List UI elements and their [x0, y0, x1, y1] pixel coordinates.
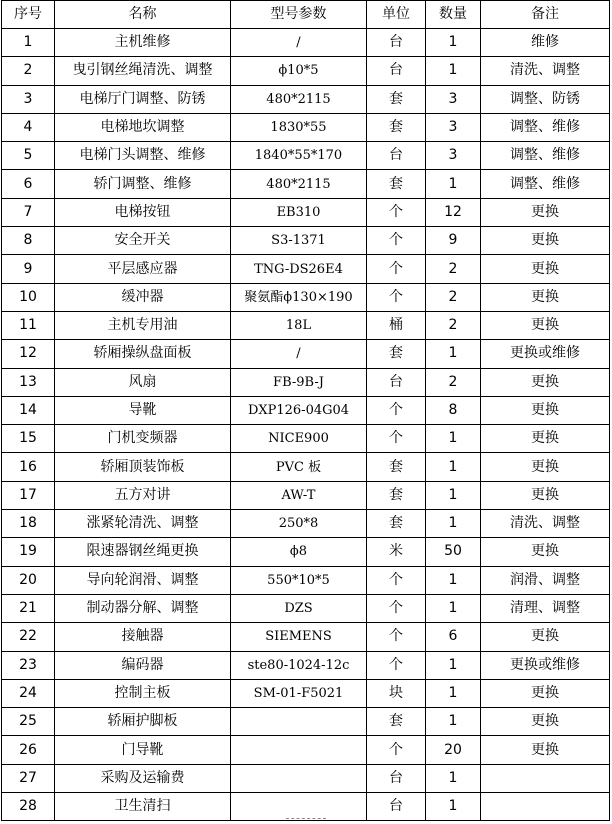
cell-qty: 2: [426, 255, 481, 283]
table-row: [2, 368, 610, 396]
cell-seq: 3: [2, 85, 55, 113]
cell-unit: 台: [367, 368, 426, 396]
table-row: [2, 29, 610, 57]
cell-model: AW-T: [231, 481, 367, 509]
table-row: [2, 283, 610, 311]
cell-qty: 8: [426, 396, 481, 424]
cell-unit: 台: [367, 57, 426, 85]
cell-model: SM-01-F5021: [231, 679, 367, 707]
cell-name: 电梯地坎调整: [55, 113, 231, 141]
cell-name: 门导靴: [55, 736, 231, 764]
header-note: 备注: [481, 1, 610, 29]
cell-note: 清洗、调整: [481, 57, 610, 85]
cell-model: /: [231, 29, 367, 57]
cell-qty: 1: [426, 340, 481, 368]
cell-model: [231, 708, 367, 736]
cell-model: SIEMENS: [231, 623, 367, 651]
cell-seq: 11: [2, 311, 55, 339]
cell-name: 涨紧轮清洗、调整: [55, 510, 231, 538]
cell-model: [231, 793, 367, 821]
header-seq: 序号: [2, 1, 55, 29]
cell-note: 更换: [481, 708, 610, 736]
table-row: [2, 142, 610, 170]
cell-seq: 9: [2, 255, 55, 283]
cell-qty: 1: [426, 708, 481, 736]
cell-name: 导向轮润滑、调整: [55, 566, 231, 594]
cell-name: 主机维修: [55, 29, 231, 57]
cell-qty: 12: [426, 198, 481, 226]
cell-seq: 16: [2, 453, 55, 481]
table-row: [2, 566, 610, 594]
cell-seq: 8: [2, 227, 55, 255]
cell-seq: 10: [2, 283, 55, 311]
cell-seq: 18: [2, 510, 55, 538]
table-row: [2, 340, 610, 368]
cell-note: 更换或维修: [481, 651, 610, 679]
cell-model: 250*8: [231, 510, 367, 538]
cell-name: 轿门调整、维修: [55, 170, 231, 198]
cell-model: 1840*55*170: [231, 142, 367, 170]
cell-seq: 15: [2, 425, 55, 453]
cell-unit: 套: [367, 708, 426, 736]
cell-seq: 5: [2, 142, 55, 170]
cell-note: 更换: [481, 227, 610, 255]
cell-seq: 4: [2, 113, 55, 141]
cell-name: 轿厢操纵盘面板: [55, 340, 231, 368]
cell-model: NICE900: [231, 425, 367, 453]
cell-note: 更换: [481, 283, 610, 311]
cell-qty: 1: [426, 481, 481, 509]
cell-note: 维修: [481, 29, 610, 57]
cell-unit: 套: [367, 85, 426, 113]
cell-name: 风扇: [55, 368, 231, 396]
cell-note: 更换: [481, 736, 610, 764]
cell-model: [231, 736, 367, 764]
table-row: [2, 85, 610, 113]
cell-qty: 1: [426, 594, 481, 622]
table-row: [2, 425, 610, 453]
cell-unit: 套: [367, 453, 426, 481]
cell-model: TNG-DS26E4: [231, 255, 367, 283]
cell-qty: 1: [426, 510, 481, 538]
cell-model: ϕ8: [231, 538, 367, 566]
cell-seq: 26: [2, 736, 55, 764]
table-row: [2, 396, 610, 424]
cell-note: 更换或维修: [481, 340, 610, 368]
cell-name: 主机专用油: [55, 311, 231, 339]
cell-seq: 27: [2, 764, 55, 792]
table-row: [2, 453, 610, 481]
cell-model: EB310: [231, 198, 367, 226]
table-row: [2, 651, 610, 679]
header-name: 名称: [55, 1, 231, 29]
cell-unit: 米: [367, 538, 426, 566]
header-unit: 单位: [367, 1, 426, 29]
table-header: [2, 1, 610, 29]
cell-note: [481, 764, 610, 792]
table-row: [2, 679, 610, 707]
cell-qty: 1: [426, 566, 481, 594]
cell-qty: 1: [426, 29, 481, 57]
cell-unit: 套: [367, 510, 426, 538]
cell-note: 清洗、调整: [481, 510, 610, 538]
cell-unit: 个: [367, 594, 426, 622]
table-row: [2, 764, 610, 792]
cell-model: 550*10*5: [231, 566, 367, 594]
cell-unit: 台: [367, 142, 426, 170]
cell-model: S3-1371: [231, 227, 367, 255]
cell-qty: 6: [426, 623, 481, 651]
cell-model: DXP126-04G04: [231, 396, 367, 424]
cell-seq: 28: [2, 793, 55, 821]
cell-qty: 50: [426, 538, 481, 566]
cell-note: 调整、维修: [481, 170, 610, 198]
cell-unit: 台: [367, 764, 426, 792]
cell-seq: 13: [2, 368, 55, 396]
cell-model: 聚氨酯ϕ130×190: [231, 283, 367, 311]
cell-unit: 套: [367, 481, 426, 509]
cell-seq: 21: [2, 594, 55, 622]
cell-qty: 1: [426, 57, 481, 85]
cell-unit: 套: [367, 340, 426, 368]
cell-name: 采购及运输费: [55, 764, 231, 792]
cell-note: 更换: [481, 396, 610, 424]
cell-model: FB-9B-J: [231, 368, 367, 396]
cell-name: 电梯门头调整、维修: [55, 142, 231, 170]
cell-name: 接触器: [55, 623, 231, 651]
cell-qty: 1: [426, 651, 481, 679]
cell-seq: 23: [2, 651, 55, 679]
cell-unit: 个: [367, 198, 426, 226]
cell-qty: 2: [426, 368, 481, 396]
cell-note: 调整、防锈: [481, 85, 610, 113]
cell-name: 制动器分解、调整: [55, 594, 231, 622]
cell-unit: 个: [367, 566, 426, 594]
cell-unit: 个: [367, 255, 426, 283]
cell-unit: 台: [367, 29, 426, 57]
cell-qty: 1: [426, 679, 481, 707]
cell-note: 更换: [481, 368, 610, 396]
cell-model: DZS: [231, 594, 367, 622]
page-footer-mark: [286, 818, 326, 821]
cell-model: ste80-1024-12c: [231, 651, 367, 679]
cell-qty: 3: [426, 142, 481, 170]
cell-name: 电梯按钮: [55, 198, 231, 226]
cell-unit: 块: [367, 679, 426, 707]
cell-note: 更换: [481, 198, 610, 226]
cell-note: 调整、维修: [481, 142, 610, 170]
cell-model: 480*2115: [231, 170, 367, 198]
table-row: [2, 227, 610, 255]
table-row: [2, 623, 610, 651]
cell-unit: 个: [367, 623, 426, 651]
cell-model: PVC 板: [231, 453, 367, 481]
cell-unit: 桶: [367, 311, 426, 339]
cell-unit: 个: [367, 651, 426, 679]
cell-name: 缓冲器: [55, 283, 231, 311]
cell-qty: 2: [426, 311, 481, 339]
cell-model: 480*2115: [231, 85, 367, 113]
cell-name: 平层感应器: [55, 255, 231, 283]
cell-name: 轿厢护脚板: [55, 708, 231, 736]
cell-note: 更换: [481, 255, 610, 283]
table-row: [2, 481, 610, 509]
cell-note: 调整、维修: [481, 113, 610, 141]
cell-unit: 个: [367, 425, 426, 453]
cell-name: 轿厢顶装饰板: [55, 453, 231, 481]
cell-unit: 个: [367, 227, 426, 255]
cell-unit: 套: [367, 170, 426, 198]
cell-qty: 3: [426, 113, 481, 141]
cell-qty: 1: [426, 453, 481, 481]
cell-note: 更换: [481, 453, 610, 481]
cell-name: 曳引钢丝绳清洗、调整: [55, 57, 231, 85]
parts-table: [1, 0, 610, 821]
cell-seq: 14: [2, 396, 55, 424]
cell-unit: 个: [367, 736, 426, 764]
table-row: [2, 538, 610, 566]
cell-seq: 25: [2, 708, 55, 736]
cell-qty: 2: [426, 283, 481, 311]
header-qty: 数量: [426, 1, 481, 29]
cell-model: [231, 764, 367, 792]
cell-unit: 台: [367, 793, 426, 821]
table-row: [2, 170, 610, 198]
cell-seq: 1: [2, 29, 55, 57]
cell-note: 更换: [481, 538, 610, 566]
cell-unit: 套: [367, 113, 426, 141]
table-row: [2, 113, 610, 141]
cell-name: 导靴: [55, 396, 231, 424]
cell-name: 控制主板: [55, 679, 231, 707]
cell-qty: 1: [426, 170, 481, 198]
cell-seq: 7: [2, 198, 55, 226]
cell-unit: 个: [367, 396, 426, 424]
cell-model: 18L: [231, 311, 367, 339]
cell-unit: 个: [367, 283, 426, 311]
cell-seq: 20: [2, 566, 55, 594]
cell-name: 安全开关: [55, 227, 231, 255]
cell-qty: 1: [426, 793, 481, 821]
table-row: [2, 708, 610, 736]
cell-note: 清理、调整: [481, 594, 610, 622]
cell-seq: 17: [2, 481, 55, 509]
cell-qty: 1: [426, 764, 481, 792]
cell-note: 更换: [481, 623, 610, 651]
cell-name: 编码器: [55, 651, 231, 679]
header-row: [2, 1, 610, 29]
table-body: [2, 29, 610, 821]
cell-model: 1830*55: [231, 113, 367, 141]
table-row: [2, 510, 610, 538]
cell-note: 更换: [481, 425, 610, 453]
cell-seq: 24: [2, 679, 55, 707]
cell-model: ϕ10*5: [231, 57, 367, 85]
table-row: [2, 793, 610, 821]
cell-seq: 22: [2, 623, 55, 651]
table-row: [2, 198, 610, 226]
cell-note: [481, 793, 610, 821]
cell-seq: 2: [2, 57, 55, 85]
cell-model: /: [231, 340, 367, 368]
header-model: 型号参数: [231, 1, 367, 29]
cell-name: 五方对讲: [55, 481, 231, 509]
cell-seq: 12: [2, 340, 55, 368]
cell-qty: 20: [426, 736, 481, 764]
cell-qty: 9: [426, 227, 481, 255]
cell-name: 限速器钢丝绳更换: [55, 538, 231, 566]
cell-note: 更换: [481, 679, 610, 707]
table-row: [2, 57, 610, 85]
table-row: [2, 311, 610, 339]
cell-qty: 3: [426, 85, 481, 113]
cell-note: 更换: [481, 481, 610, 509]
table-row: [2, 594, 610, 622]
cell-name: 卫生清扫: [55, 793, 231, 821]
table-row: [2, 736, 610, 764]
cell-note: 润滑、调整: [481, 566, 610, 594]
cell-qty: 1: [426, 425, 481, 453]
cell-name: 电梯厅门调整、防锈: [55, 85, 231, 113]
cell-seq: 6: [2, 170, 55, 198]
cell-seq: 19: [2, 538, 55, 566]
cell-note: 更换: [481, 311, 610, 339]
table-row: [2, 255, 610, 283]
cell-name: 门机变频器: [55, 425, 231, 453]
